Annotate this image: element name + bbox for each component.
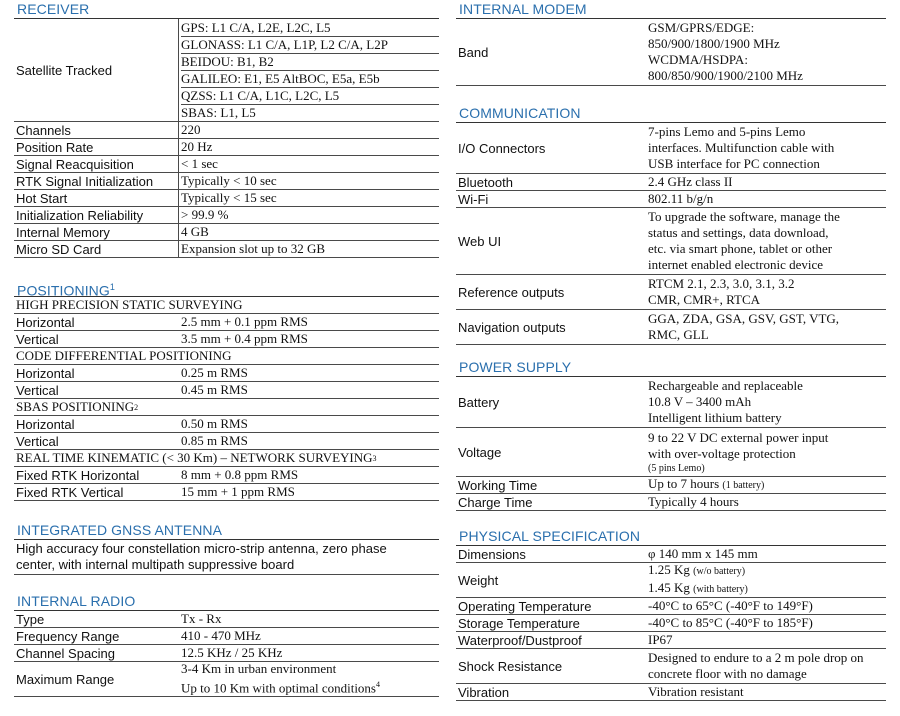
spec-label: Working Time xyxy=(458,477,538,493)
antenna-title: INTEGRATED GNSS ANTENNA xyxy=(14,521,439,540)
band-row xyxy=(456,19,886,86)
spec-value: To upgrade the software, manage the status and settings, data download, etc. via smart phone, tablet or other internet enabled electronic device xyxy=(648,209,840,272)
spec-value: 8 mm + 0.8 ppm RMS xyxy=(181,467,299,482)
spec-value: Typically < 15 sec xyxy=(181,190,277,205)
physical-row xyxy=(456,598,886,615)
spec-label: Fixed RTK Vertical xyxy=(16,484,124,500)
communication-row xyxy=(456,174,886,191)
power-row xyxy=(456,377,886,428)
column-divider xyxy=(178,19,179,258)
spec-value: -40°C to 65°C (-40°F to 149°F) xyxy=(648,598,813,613)
physical-row xyxy=(456,563,886,598)
spec-label: Position Rate xyxy=(16,139,94,155)
spec-label: Reference outputs xyxy=(458,284,565,300)
spec-label: Dimensions xyxy=(458,546,526,562)
communication-row xyxy=(456,123,886,174)
satellite-item: GALILEO: E1, E5 AltBOC, E5a, E5b xyxy=(181,71,439,88)
spec-value: Up to 7 hours (1 battery) xyxy=(648,477,765,491)
spec-label: Weight xyxy=(458,572,499,588)
positioning-row xyxy=(14,331,439,348)
spec-value: 802.11 b/g/n xyxy=(648,191,714,206)
radio-section xyxy=(14,592,439,701)
power-row xyxy=(456,477,886,494)
spec-label: Operating Temperature xyxy=(458,598,592,614)
spec-value: 9 to 22 V DC external power input with over-voltage protection (5 pins Lemo) xyxy=(648,429,829,474)
positioning-section xyxy=(14,278,439,503)
receiver-row xyxy=(14,173,439,190)
spec-label: Navigation outputs xyxy=(458,319,566,335)
satellite-tracked-label: Satellite Tracked xyxy=(16,62,113,78)
spec-value: 4 GB xyxy=(181,224,209,239)
receiver-row xyxy=(14,241,439,258)
spec-label: Type xyxy=(16,611,45,627)
receiver-row xyxy=(14,190,439,207)
spec-value: Tx - Rx xyxy=(181,611,222,626)
spec-label: Horizontal xyxy=(16,365,75,381)
positioning-row xyxy=(14,484,439,501)
receiver-row xyxy=(14,224,439,241)
spec-value: 0.85 m RMS xyxy=(181,433,248,448)
spec-value: 0.25 m RMS xyxy=(181,365,248,380)
spec-value: φ 140 mm x 145 mm xyxy=(648,546,758,561)
spec-value: 410 - 470 MHz xyxy=(181,628,261,643)
spec-label: Shock Resistance xyxy=(458,658,563,674)
satellite-item: BEIDOU: B1, B2 xyxy=(181,54,439,71)
communication-title: COMMUNICATION xyxy=(456,104,886,123)
spec-label: Charge Time xyxy=(458,494,533,510)
communication-row xyxy=(456,208,886,275)
physical-row xyxy=(456,615,886,632)
spec-label: Internal Memory xyxy=(16,224,110,240)
spec-label: Vertical xyxy=(16,433,59,449)
spec-label: Web UI xyxy=(458,233,502,249)
spec-label: RTK Signal Initialization xyxy=(16,173,154,189)
spec-value: Expansion slot up to 32 GB xyxy=(181,241,326,256)
spec-value: 0.45 m RMS xyxy=(181,382,248,397)
radio-title: INTERNAL RADIO xyxy=(14,592,439,611)
positioning-row xyxy=(14,467,439,484)
spec-label: Horizontal xyxy=(16,314,75,330)
power-row xyxy=(456,494,886,511)
spec-value: 15 mm + 1 ppm RMS xyxy=(181,484,295,499)
spec-value: RTCM 2.1, 2.3, 3.0, 3.1, 3.2 CMR, CMR+, RTCA xyxy=(648,276,795,307)
spec-label: Voltage xyxy=(458,444,502,460)
spec-value: Designed to endure to a 2 m pole drop on concrete floor with no damage xyxy=(648,650,864,681)
spec-value: Vibration resistant xyxy=(648,684,744,699)
communication-row xyxy=(456,310,886,345)
spec-value: Typically < 10 sec xyxy=(181,173,277,188)
communication-section xyxy=(456,104,886,349)
spec-value: Rechargeable and replaceable 10.8 V – 3400 mAh Intelligent lithium battery xyxy=(648,378,803,425)
modem-title: INTERNAL MODEM xyxy=(456,0,886,19)
antenna-section xyxy=(14,521,439,576)
antenna-description: High accuracy four constellation micro-strip antenna, zero phase center, with internal multipath suppressive board xyxy=(14,540,439,575)
spec-label: Channels xyxy=(16,122,71,138)
receiver-row xyxy=(14,156,439,173)
radio-row xyxy=(14,662,439,697)
spec-label: Wi-Fi xyxy=(458,191,489,207)
spec-label: Bluetooth xyxy=(458,174,513,190)
spec-value: 0.50 m RMS xyxy=(181,416,248,431)
satellite-item: QZSS: L1 C/A, L1C, L2C, L5 xyxy=(181,88,439,105)
radio-row xyxy=(14,628,439,645)
spec-label: Vertical xyxy=(16,382,59,398)
spec-label: I/O Connectors xyxy=(458,140,546,156)
spec-label: Frequency Range xyxy=(16,628,120,644)
physical-row xyxy=(456,632,886,649)
physical-title: PHYSICAL SPECIFICATION xyxy=(456,527,886,546)
physical-section xyxy=(456,527,886,716)
spec-value: 3-4 Km in urban environment Up to 10 Km with optimal conditions$^4$ xyxy=(181,662,380,696)
spec-label: Micro SD Card xyxy=(16,241,102,257)
positioning-row xyxy=(14,314,439,331)
spec-label: Battery xyxy=(458,394,500,410)
positioning-row xyxy=(14,365,439,382)
spec-value: 2.5 mm + 0.1 ppm RMS xyxy=(181,314,308,329)
positioning-subheading: CODE DIFFERENTIAL POSITIONING xyxy=(14,348,439,365)
satellite-tracked-row xyxy=(14,19,439,122)
positioning-row xyxy=(14,416,439,433)
radio-row xyxy=(14,645,439,662)
spec-value: GGA, ZDA, GSA, GSV, GST, VTG, RMC, GLL xyxy=(648,311,840,342)
receiver-row xyxy=(14,139,439,156)
spec-value: 220 xyxy=(181,122,201,137)
satellite-item: GLONASS: L1 C/A, L1P, L2 C/A, L2P xyxy=(181,37,439,54)
spec-value: 7-pins Lemo and 5-pins Lemo interfaces. Multifunction cable with USB interface for PC connection xyxy=(648,124,835,171)
spec-label: Storage Temperature xyxy=(458,615,580,631)
radio-row xyxy=(14,611,439,628)
spec-label: Channel Spacing xyxy=(16,645,116,661)
spec-label: Maximum Range xyxy=(16,671,115,687)
communication-row xyxy=(456,191,886,208)
receiver-title: RECEIVER xyxy=(14,0,439,19)
spec-label: Signal Reacquisition xyxy=(16,156,134,172)
power-section xyxy=(456,358,886,510)
spec-value: > 99.9 % xyxy=(181,207,229,222)
spec-value: IP67 xyxy=(648,632,673,647)
positioning-subheading: HIGH PRECISION STATIC SURVEYING xyxy=(14,297,439,314)
receiver-row xyxy=(14,122,439,139)
physical-row xyxy=(456,684,886,701)
spec-label: Band xyxy=(458,44,489,60)
power-title: POWER SUPPLY xyxy=(456,358,886,377)
spec-value: 20 Hz xyxy=(181,139,213,154)
spec-value: 12.5 KHz / 25 KHz xyxy=(181,645,283,660)
spec-value: 2.4 GHz class II xyxy=(648,174,733,189)
spec-value: 3.5 mm + 0.4 ppm RMS xyxy=(181,331,308,346)
modem-section xyxy=(456,0,886,89)
spec-value: < 1 sec xyxy=(181,156,218,171)
positioning-title: POSITIONING$^1$ xyxy=(14,278,439,297)
positioning-row xyxy=(14,433,439,450)
spec-label: Initialization Reliability xyxy=(16,207,144,223)
physical-row xyxy=(456,546,886,563)
satellite-item: GPS: L1 C/A, L2E, L2C, L5 xyxy=(181,19,439,37)
communication-row xyxy=(456,275,886,310)
spec-label: Vibration xyxy=(458,684,510,700)
power-row xyxy=(456,428,886,477)
positioning-row xyxy=(14,382,439,399)
satellite-item: SBAS: L1, L5 xyxy=(181,105,256,120)
spec-label: Horizontal xyxy=(16,416,75,432)
spec-value: Typically 4 hours xyxy=(648,494,739,509)
spec-value: 1.25 Kg (w/o battery) 1.45 Kg (with battery) xyxy=(648,563,748,595)
spec-label: Hot Start xyxy=(16,190,68,206)
positioning-subheading: REAL TIME KINEMATIC (< 30 Km) – NETWORK SURVEYING 3 xyxy=(14,450,439,467)
spec-value: -40°C to 85°C (-40°F to 185°F) xyxy=(648,615,813,630)
physical-row xyxy=(456,649,886,684)
spec-value: GSM/GPRS/EDGE: 850/900/1800/1900 MHz WCDMA/HSDPA: 800/850/900/1900/2100 MHz xyxy=(648,20,803,83)
positioning-subheading: SBAS POSITIONING 2 xyxy=(14,399,439,416)
spec-label: Waterproof/Dustproof xyxy=(458,632,582,648)
receiver-row xyxy=(14,207,439,224)
satellite-list xyxy=(181,19,439,121)
spec-label: Fixed RTK Horizontal xyxy=(16,467,140,483)
spec-label: Vertical xyxy=(16,331,59,347)
receiver-section xyxy=(14,0,439,261)
